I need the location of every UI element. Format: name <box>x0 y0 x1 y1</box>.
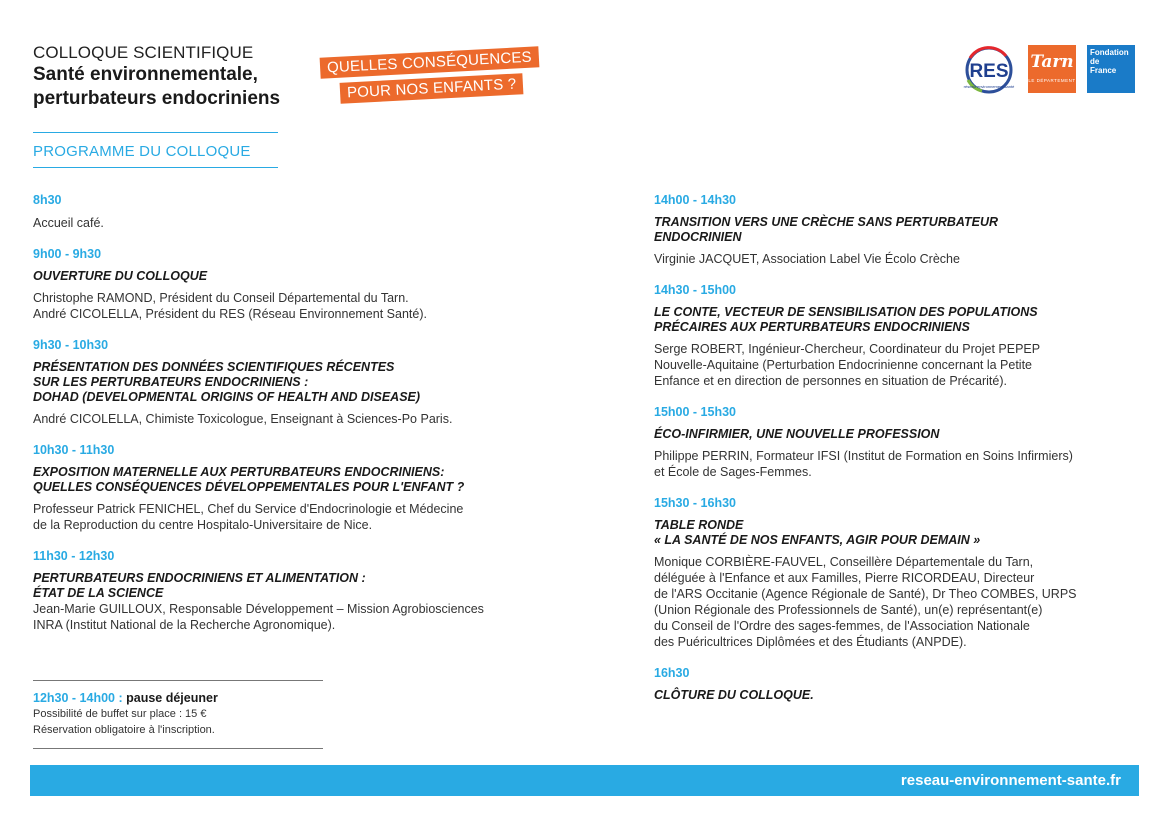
session-time: 14h00 - 14h30 <box>654 193 736 207</box>
session-body-line: et École de Sages-Femmes. <box>654 465 812 479</box>
session-heading-line: « LA SANTÉ DE NOS ENFANTS, AGIR POUR DEMAIN » <box>654 533 981 547</box>
session-1130 <box>33 549 593 633</box>
session-body <box>33 501 593 533</box>
website-link[interactable]: reseau-environnement-sante.fr <box>900 772 1121 789</box>
session-1630 <box>654 666 1124 703</box>
session-0900 <box>33 247 593 322</box>
fdf-line2: de <box>1090 57 1100 66</box>
session-body-line: (Union Régionale des Professionnels de Santé), un(e) représentant(e) <box>654 603 1043 617</box>
session-body-line: du Conseil de l'Ordre des sages-femmes, de l'Association Nationale <box>654 619 1030 633</box>
session-body-line: Nouvelle-Aquitaine (Perturbation Endocrinienne concernant la Petite <box>654 358 1033 372</box>
right-column <box>654 193 1124 719</box>
session-body <box>33 411 593 427</box>
session-heading <box>654 427 1124 442</box>
lunch-bottom-rule <box>33 748 323 749</box>
session-body-line: INRA (Institut National de la Recherche Agronomique). <box>33 618 336 632</box>
session-heading-line: PRÉCAIRES AUX PERTURBATEURS ENDOCRINIENS <box>654 320 970 334</box>
tagline-line1: QUELLES CONSÉQUENCES <box>320 46 540 78</box>
session-1430 <box>654 283 1124 389</box>
lunch-top-rule <box>33 680 323 681</box>
lunch-time: 12h30 - 14h00 : <box>33 691 123 705</box>
session-body-line: Monique CORBIÈRE-FAUVEL, Conseillère Départementale du Tarn, <box>654 555 1034 569</box>
fdf-line3: France <box>1090 66 1117 75</box>
session-time: 9h00 - 9h30 <box>33 247 102 261</box>
session-1400 <box>654 193 1124 267</box>
session-time: 15h30 - 16h30 <box>654 496 736 510</box>
tarn-logo <box>1028 45 1076 93</box>
tarn-logo-name: Tarn <box>1030 52 1074 72</box>
programme-top-rule <box>33 132 278 133</box>
session-heading <box>654 215 1124 245</box>
session-body <box>654 341 1124 389</box>
res-logo <box>960 46 1018 94</box>
session-1500 <box>654 405 1124 480</box>
session-heading-line: OUVERTURE DU COLLOQUE <box>33 269 208 283</box>
session-heading-line: ÉCO-INFIRMIER, UNE NOUVELLE PROFESSION <box>654 427 940 441</box>
session-body-line: Accueil café. <box>33 216 104 230</box>
session-heading-line: ENDOCRINIEN <box>654 230 742 244</box>
session-0830 <box>33 193 593 231</box>
event-title-line2: perturbateurs endocriniens <box>33 88 281 109</box>
session-heading <box>654 688 1124 703</box>
session-body-line: Professeur Patrick FENICHEL, Chef du Service d'Endocrinologie et Médecine <box>33 502 464 516</box>
session-heading-line: DOHAD (DEVELOPMENTAL ORIGINS OF HEALTH AND DISEASE) <box>33 390 421 404</box>
session-body-line: Christophe RAMOND, Président du Conseil Départemental du Tarn. <box>33 291 409 305</box>
session-heading <box>654 305 1124 335</box>
session-heading <box>654 518 1124 548</box>
session-body-line: André CICOLELLA, Chimiste Toxicologue, Enseignant à Sciences-Po Paris. <box>33 412 453 426</box>
session-time: 9h30 - 10h30 <box>33 338 109 352</box>
session-body-line: déléguée à l'Enfance et aux Familles, Pierre RICORDEAU, Directeur <box>654 571 1035 585</box>
svg-text:RES: RES <box>969 61 1009 82</box>
session-heading <box>33 571 593 601</box>
tagline-line2: POUR NOS ENFANTS ? <box>340 73 524 104</box>
session-body-line: Jean-Marie GUILLOUX, Responsable Développement – Mission Agrobiosciences <box>33 602 484 616</box>
session-time: 15h00 - 15h30 <box>654 405 736 419</box>
lunch-note-buffet: Possibilité de buffet sur place : 15 € <box>33 708 207 720</box>
fondation-de-france-logo <box>1087 45 1135 93</box>
session-body <box>654 554 1124 650</box>
programme-title: PROGRAMME DU COLLOQUE <box>33 143 251 160</box>
session-time: 14h30 - 15h00 <box>654 283 736 297</box>
session-heading-line: QUELLES CONSÉQUENCES DÉVELOPPEMENTALES POUR L'ENFANT ? <box>33 480 465 494</box>
left-column <box>33 193 593 649</box>
session-time: 8h30 <box>33 193 62 207</box>
session-heading-line: PRÉSENTATION DES DONNÉES SCIENTIFIQUES RÉCENTES <box>33 360 395 374</box>
session-body <box>33 290 593 322</box>
session-heading-line: EXPOSITION MATERNELLE AUX PERTURBATEURS ENDOCRINIENS: <box>33 465 445 479</box>
session-body-line: Virginie JACQUET, Association Label Vie Écolo Crèche <box>654 252 960 266</box>
session-heading <box>33 360 593 405</box>
session-heading-line: PERTURBATEURS ENDOCRINIENS ET ALIMENTATION : <box>33 571 366 585</box>
lunch-label: pause déjeuner <box>126 691 218 705</box>
session-heading-line: CLÔTURE DU COLLOQUE. <box>654 688 814 702</box>
session-body <box>654 448 1124 480</box>
session-body-line: Enfance et en direction de personnes en situation de Précarité). <box>654 374 1007 388</box>
session-body <box>33 601 593 633</box>
session-body-line: des Puéricultrices Diplômées et des Étudiants (ANPDE). <box>654 635 967 649</box>
session-body <box>33 215 593 231</box>
session-1030 <box>33 443 593 533</box>
session-heading-line: ÉTAT DE LA SCIENCE <box>33 586 164 600</box>
session-heading <box>33 269 593 284</box>
session-body-line: de la Reproduction du centre Hospitalo-Universitaire de Nice. <box>33 518 373 532</box>
session-1530 <box>654 496 1124 650</box>
event-kicker: COLLOQUE SCIENTIFIQUE <box>33 43 254 62</box>
session-body-line: de l'ARS Occitanie (Agence Régionale de Santé), Dr Theo COMBES, URPS <box>654 587 1077 601</box>
session-heading-line: TABLE RONDE <box>654 518 744 532</box>
session-0930 <box>33 338 593 427</box>
session-time: 16h30 <box>654 666 690 680</box>
session-body-line: Serge ROBERT, Ingénieur-Chercheur, Coordinateur du Projet PEPEP <box>654 342 1041 356</box>
svg-text:réseau environnement santé: réseau environnement santé <box>963 84 1015 89</box>
tarn-logo-subtitle: LE DÉPARTEMENT <box>1028 78 1076 83</box>
lunch-block <box>33 690 333 738</box>
fdf-line1: Fondation <box>1090 48 1129 57</box>
session-time: 10h30 - 11h30 <box>33 443 115 457</box>
event-title-line1: Santé environnementale, <box>33 64 258 85</box>
session-heading-line: TRANSITION VERS UNE CRÈCHE SANS PERTURBATEUR <box>654 215 999 229</box>
session-time: 11h30 - 12h30 <box>33 549 115 563</box>
res-logo-icon <box>960 46 1018 94</box>
footer-bar <box>30 765 1139 796</box>
session-body-line: André CICOLELLA, Président du RES (Réseau Environnement Santé). <box>33 307 427 321</box>
programme-bottom-rule <box>33 167 278 168</box>
lunch-note-reservation: Réservation obligatoire à l'inscription. <box>33 724 215 736</box>
session-heading <box>33 465 593 495</box>
session-heading-line: LE CONTE, VECTEUR DE SENSIBILISATION DES POPULATIONS <box>654 305 1038 319</box>
session-body-line: Philippe PERRIN, Formateur IFSI (Institut de Formation en Soins Infirmiers) <box>654 449 1073 463</box>
session-heading-line: SUR LES PERTURBATEURS ENDOCRINIENS : <box>33 375 309 389</box>
session-body <box>654 251 1124 267</box>
